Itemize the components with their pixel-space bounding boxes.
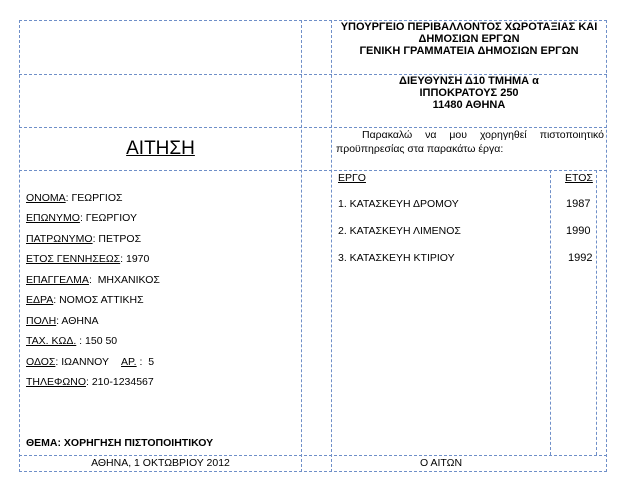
field-profession-label: ΕΠΑΓΓΕΛΜΑ	[26, 274, 89, 286]
ministry-header	[332, 21, 606, 57]
year-column-header: ΕΤΟΣ	[565, 172, 593, 184]
field-phone-label: ΤΗΛΕΦΩΝΟ	[26, 376, 86, 388]
field-postal-label: ΤΑΧ. ΚΩΔ.	[26, 335, 77, 347]
field-seat	[26, 294, 144, 306]
date-place: ΑΘΗΝΑ, 1 ΟΚΤΩΒΡΙΟΥ 2012	[91, 457, 230, 469]
project-row-3-name: 3. ΚΑΤΑΣΚΕΥΗ ΚΤΙΡΙΟΥ	[338, 252, 455, 264]
project-row-3-year: 1992	[568, 252, 593, 264]
field-city	[26, 315, 99, 327]
field-birth-label: ΕΤΟΣ ΓΕΝΝΗΣΕΩΣ	[26, 253, 121, 265]
field-name	[26, 192, 123, 204]
project-row-1-name: 1. ΚΑΤΑΣΚΕΥΗ ΔΡΟΜΟΥ	[338, 198, 459, 210]
field-phone	[26, 376, 154, 388]
ministry-line-1: ΥΠΟΥΡΓΕΙΟ ΠΕΡΙΒΑΛΛΟΝΤΟΣ ΧΩΡΟΤΑΞΙΑΣ ΚΑΙ	[340, 21, 598, 33]
address-block	[332, 75, 606, 111]
field-postal-value: : 150 50	[76, 335, 118, 347]
field-father-value: : ΠΕΤΡΟΣ	[92, 233, 142, 245]
field-street-value: : ΙΩΑΝΝΟΥ	[55, 356, 110, 368]
field-profession	[26, 274, 160, 286]
field-number-value: : 5	[136, 356, 155, 368]
field-seat-value: : ΝΟΜΟΣ ΑΤΤΙΚΗΣ	[53, 294, 144, 306]
project-row-2-year: 1990	[566, 225, 591, 237]
field-postal-code	[26, 335, 117, 347]
address-line-2: ΙΠΠΟΚΡΑΤΟΥΣ 250	[419, 87, 519, 99]
address-line-1: ΔΙΕΥΘΥΝΣΗ Δ10 ΤΜΗΜΑ α	[399, 75, 539, 87]
ministry-line-3: ΓΕΝΙΚΗ ΓΡΑΜΜΑΤΕΙΑ ΔΗΜΟΣΙΩΝ ΕΡΓΩΝ	[359, 45, 579, 57]
ministry-line-2: ΔΗΜΟΣΙΩΝ ΕΡΓΩΝ	[418, 33, 520, 45]
field-name-label: ΟΝΟΜΑ	[26, 192, 66, 204]
address-line-3: 11480 ΑΘΗΝΑ	[432, 99, 506, 111]
field-father	[26, 233, 141, 245]
project-row-2-name: 2. ΚΑΤΑΣΚΕΥΗ ΛΙΜΕΝΟΣ	[338, 225, 461, 237]
field-seat-label: ΕΔΡΑ	[26, 294, 54, 306]
field-father-label: ΠΑΤΡΩΝΥΜΟ	[26, 233, 93, 245]
project-row-1-year: 1987	[566, 198, 591, 210]
field-phone-value: : 210-1234567	[86, 376, 154, 388]
subject-line: ΘΕΜΑ: ΧΟΡΗΓΗΣΗ ΠΙΣΤΟΠΟΙΗΤΙΚΟΥ	[26, 437, 214, 449]
field-city-label: ΠΟΛΗ	[26, 315, 57, 327]
field-number-label: ΑΡ.	[121, 356, 137, 368]
field-surname-value: : ΓΕΩΡΓΙΟΥ	[79, 212, 137, 224]
field-birth-year	[26, 253, 149, 265]
field-profession-value: : ΜΗΧΑΝΙΚΟΣ	[88, 274, 160, 286]
request-text-line-1: Παρακαλώ να μου χορηγηθεί πιστοποιητικό	[362, 129, 604, 141]
field-name-value: : ΓΕΩΡΓΙΟΣ	[65, 192, 123, 204]
document-title: ΑΙΤΗΣΗ	[126, 138, 195, 159]
project-column-header: ΕΡΓΟ	[338, 172, 366, 184]
request-text-line-2: προϋπηρεσίας στα παρακάτω έργα:	[336, 143, 504, 155]
field-street-label: ΟΔΟΣ	[26, 356, 56, 368]
field-city-value: : ΑΘΗΝΑ	[56, 315, 99, 327]
field-street	[26, 356, 154, 368]
signer-label: Ο ΑΙΤΩΝ	[419, 457, 463, 469]
field-surname	[26, 212, 137, 224]
field-surname-label: ΕΠΩΝΥΜΟ	[26, 212, 80, 224]
field-birth-value: : 1970	[120, 253, 150, 265]
